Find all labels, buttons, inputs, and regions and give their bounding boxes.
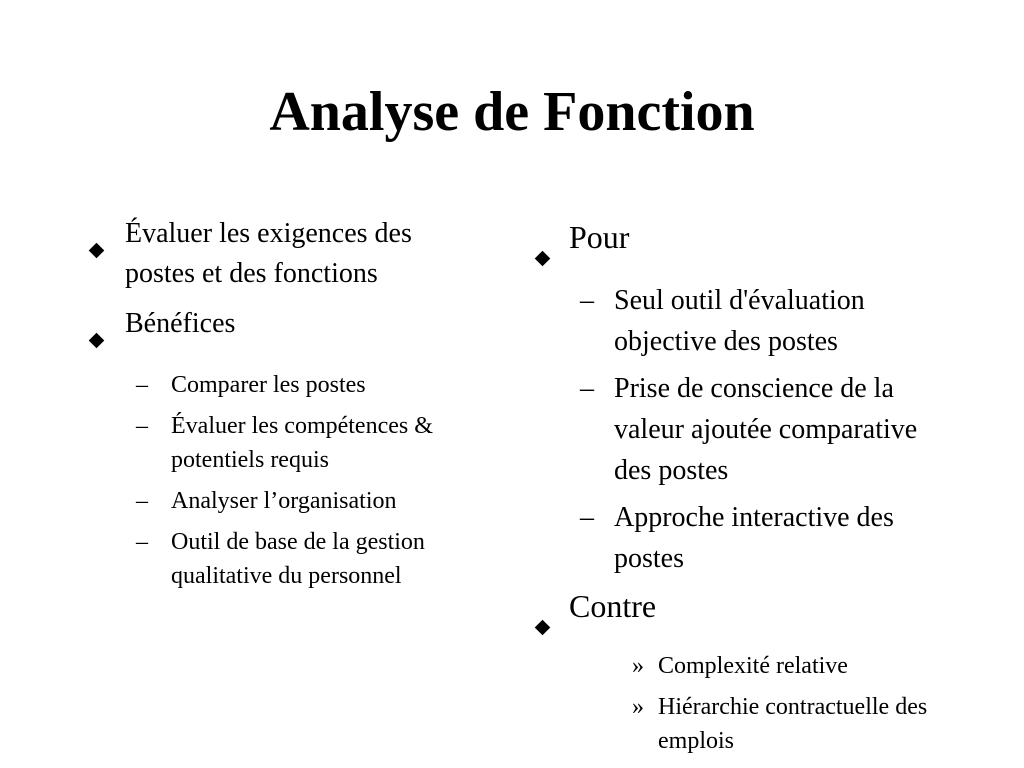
chevron-marker: » [632,694,644,720]
dash-marker: – [136,529,148,555]
sub-item-text: Comparer les postes [171,372,366,398]
chevron-marker: » [632,653,644,679]
sub-item-comparer [136,368,488,402]
bullet-text: Bénéfices [125,308,236,339]
bullet-item-evaluer [88,214,488,294]
dash-marker: – [580,285,594,316]
sub-item-text: Seul outil d'évaluation objective des postes [614,285,865,357]
dash-marker: – [580,373,594,404]
diamond-bullet-icon [532,216,569,274]
bullet-item-contre [532,585,952,643]
bullet-item-benefices [88,304,488,358]
bullet-text: Pour [569,219,630,255]
bullet-text: Évaluer les exigences des postes et des fonctions [125,218,412,289]
sub-item-text: Analyser l’organisation [171,488,397,514]
sub-item-evaluer-competences [136,409,488,477]
left-column [88,214,488,600]
bullet-text: Contre [569,588,657,624]
sub-item-hierarchie [632,690,952,758]
slide-title: Analyse de Fonction [269,81,755,143]
sub-item-outil [136,525,488,593]
sub-item-complexite [632,649,952,683]
sub-item-text: Complexité relative [658,653,848,679]
sub-item-text: Hiérarchie contractuelle des emplois [658,694,928,754]
sub-item-text: Évaluer les compétences & potentiels requis [171,413,433,473]
sub-item-analyser [136,484,488,518]
dash-marker: – [136,372,148,398]
dash-marker: – [136,413,148,439]
bullet-item-pour [532,216,952,274]
sub-item-text: Prise de conscience de la valeur ajoutée comparative des postes [614,373,918,486]
dash-marker: – [580,502,594,533]
diamond-bullet-icon [88,214,125,268]
sub-item-prise-conscience [580,368,952,491]
sub-item-text: Outil de base de la gestion qualitative du personnel [171,529,425,589]
sub-item-seul-outil [580,280,952,362]
right-column [532,216,952,765]
sub-item-approche [580,497,952,579]
dash-marker: – [136,488,148,514]
diamond-bullet-icon [532,585,569,643]
diamond-bullet-icon [88,304,125,358]
sub-item-text: Approche interactive des postes [614,502,894,574]
